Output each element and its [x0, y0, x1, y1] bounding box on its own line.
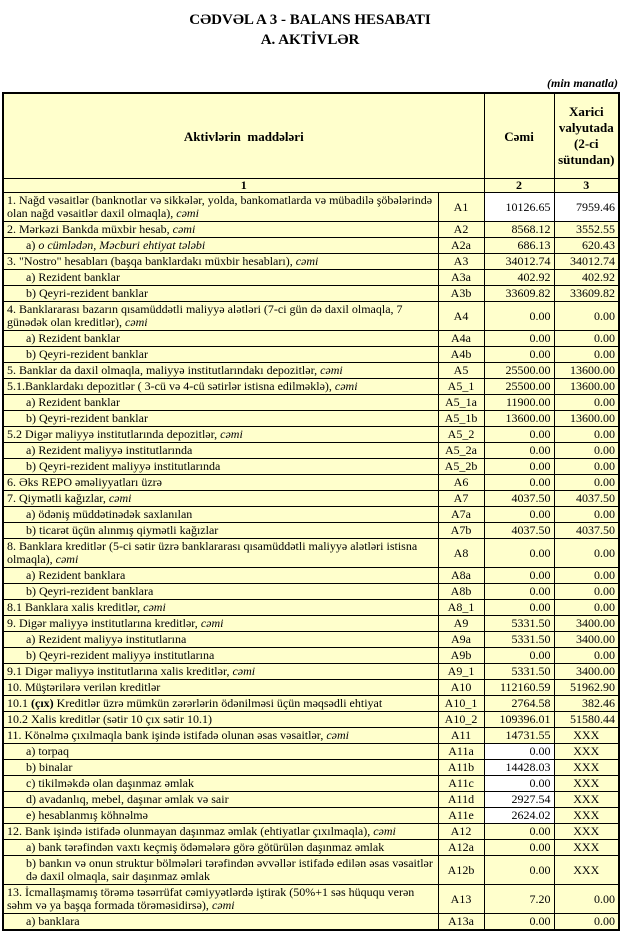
table-row	[3, 616, 619, 632]
table-row	[3, 363, 619, 379]
row-label-text: cəmi	[373, 824, 396, 838]
row-label	[3, 840, 438, 856]
row-code: A7a	[438, 507, 484, 523]
table-row	[3, 680, 619, 696]
row-label-text: 2. Mərkəzi Bankda müxbir hesab,	[7, 222, 173, 236]
table-row	[3, 744, 619, 760]
row-label-text: 8.1 Banklara xalis kreditlər,	[7, 600, 144, 614]
units-note: (min manatla)	[546, 76, 618, 90]
row-label	[3, 347, 438, 363]
row-label	[3, 379, 438, 395]
row-total-value: 0.00	[484, 507, 554, 523]
row-total-value: 10126.65	[484, 193, 554, 222]
row-label	[3, 222, 438, 238]
row-fx-value: 0.00	[554, 568, 619, 584]
row-label	[3, 475, 438, 491]
row-label-text: cəmi	[176, 206, 199, 220]
row-total-value: 11900.00	[484, 395, 554, 411]
row-code: A11d	[438, 792, 484, 808]
table-row	[3, 222, 619, 238]
table-row	[3, 632, 619, 648]
row-label-text: b) Qeyri-rezident maliyyə institutlarında	[26, 459, 221, 473]
row-total-value: 4037.50	[484, 491, 554, 507]
table-row	[3, 443, 619, 459]
page-title-line2: A. AKTİVLƏR	[260, 32, 360, 48]
row-total-value: 2764.58	[484, 696, 554, 712]
row-total-value: 0.00	[484, 744, 554, 760]
table-row	[3, 840, 619, 856]
row-label-text: cəmi	[55, 552, 79, 566]
row-label-text: b) Qeyri-rezident banklar	[26, 347, 148, 361]
row-code: A12b	[438, 856, 484, 885]
row-fx-value: 3400.00	[554, 664, 619, 680]
table-row	[3, 648, 619, 664]
row-code: A11a	[438, 744, 484, 760]
table-row	[3, 728, 619, 744]
row-label	[3, 395, 438, 411]
row-total-value: 112160.59	[484, 680, 554, 696]
table-row	[3, 824, 619, 840]
row-label-text: 4. Banklararası bazarın qısamüddətli maliyyə alətləri (7-ci gün də daxil olmaqla, 7 günədək olan kreditlər),	[7, 302, 403, 329]
row-label-text: cəmi	[211, 898, 235, 912]
row-label	[3, 302, 438, 331]
row-code: A6	[438, 475, 484, 491]
row-label-text: b) ticarət üçün alınmış qiymətli kağızlar	[26, 523, 219, 537]
row-label-text: a)	[26, 238, 39, 252]
row-total-value: 5331.50	[484, 664, 554, 680]
row-fx-value: 0.00	[554, 395, 619, 411]
table-header-row	[3, 93, 619, 179]
row-label-text: c) tikilməkdə olan daşınmaz əmlak	[26, 776, 194, 790]
row-label	[3, 254, 438, 270]
header-fx-column: Xarici valyutada (2-ci sütundan)	[554, 93, 619, 179]
table-row	[3, 808, 619, 824]
row-total-value: 0.00	[484, 584, 554, 600]
row-code: A5_1b	[438, 411, 484, 427]
row-label-text: cəmi	[143, 600, 166, 614]
table-row	[3, 523, 619, 539]
row-label	[3, 427, 438, 443]
row-label-text: a) Rezident banklar	[26, 395, 120, 409]
row-total-value: 109396.01	[484, 712, 554, 728]
row-fx-value: 0.00	[554, 539, 619, 568]
row-label-text: 9. Digər maliyyə institutlarına kreditlər,	[7, 616, 201, 630]
row-code: A13	[438, 885, 484, 914]
row-fx-value: 402.92	[554, 270, 619, 286]
row-label	[3, 664, 438, 680]
row-label-text: a) ödəniş müddətinədək saxlanılan	[26, 507, 193, 521]
row-label-text: b) Qeyri-rezident banklar	[26, 411, 148, 425]
row-label-text: Kreditlər üzrə mümkün zərərlərin ödənilməsi üçün məqsədli ehtiyat	[53, 696, 383, 710]
row-fx-value: XXX	[554, 824, 619, 840]
row-label-text: 7. Qiymətli kağızlar,	[7, 491, 109, 505]
row-label	[3, 648, 438, 664]
row-fx-value: 3400.00	[554, 616, 619, 632]
row-label	[3, 363, 438, 379]
row-fx-value: XXX	[554, 808, 619, 824]
table-body	[3, 193, 619, 931]
row-fx-value: 0.00	[554, 584, 619, 600]
row-code: A5_1a	[438, 395, 484, 411]
table-row	[3, 238, 619, 254]
row-code: A11	[438, 728, 484, 744]
row-label	[3, 914, 438, 931]
row-label	[3, 776, 438, 792]
table-row	[3, 270, 619, 286]
row-total-value: 0.00	[484, 824, 554, 840]
row-total-value: 5331.50	[484, 632, 554, 648]
row-total-value: 0.00	[484, 568, 554, 584]
row-code: A7b	[438, 523, 484, 539]
row-label	[3, 331, 438, 347]
table-row	[3, 427, 619, 443]
row-total-value: 4037.50	[484, 523, 554, 539]
row-code: A5_2a	[438, 443, 484, 459]
row-total-value: 5331.50	[484, 616, 554, 632]
table-row	[3, 507, 619, 523]
row-label-text: cəmi	[220, 427, 243, 441]
row-label-text: 10. Müştərilərə verilən kreditlər	[7, 680, 161, 694]
row-fx-value: 0.00	[554, 302, 619, 331]
table-row	[3, 491, 619, 507]
row-code: A7	[438, 491, 484, 507]
table-row	[3, 193, 619, 222]
row-label	[3, 584, 438, 600]
row-label-text: 10.1	[7, 696, 31, 710]
row-fx-value: 0.00	[554, 347, 619, 363]
row-label	[3, 286, 438, 302]
row-code: A5	[438, 363, 484, 379]
row-total-value: 686.13	[484, 238, 554, 254]
row-label	[3, 792, 438, 808]
row-total-value: 14731.55	[484, 728, 554, 744]
row-label	[3, 600, 438, 616]
row-total-value: 25500.00	[484, 363, 554, 379]
row-fx-value: 4037.50	[554, 523, 619, 539]
row-total-value: 0.00	[484, 600, 554, 616]
table-row	[3, 347, 619, 363]
column-number-3: 3	[554, 179, 619, 193]
row-code: A9b	[438, 648, 484, 664]
header-total-column: Cəmi	[484, 93, 554, 179]
table-row	[3, 395, 619, 411]
row-label	[3, 491, 438, 507]
row-label	[3, 885, 438, 914]
row-total-value: 0.00	[484, 856, 554, 885]
row-code: A3a	[438, 270, 484, 286]
row-fx-value: 0.00	[554, 885, 619, 914]
row-code: A11c	[438, 776, 484, 792]
row-label-text: cəmi	[334, 379, 358, 393]
row-code: A8b	[438, 584, 484, 600]
table-row	[3, 600, 619, 616]
row-label-text: 3. "Nostro" hesabları (başqa banklardakı müxbir hesabları),	[7, 254, 296, 268]
table-row	[3, 302, 619, 331]
row-label-text: cəmi	[232, 664, 256, 678]
row-label-text: cəmi	[172, 222, 196, 236]
row-label-text: (çıx)	[31, 696, 54, 710]
row-label-text: a) Rezident banklar	[26, 331, 120, 345]
row-fx-value: 0.00	[554, 427, 619, 443]
table-row	[3, 286, 619, 302]
table-row	[3, 914, 619, 931]
row-label-text: cəmi	[200, 616, 224, 630]
row-label	[3, 193, 438, 222]
row-label	[3, 728, 438, 744]
row-total-value: 0.00	[484, 914, 554, 931]
row-label-text: a) Rezident maliyyə institutlarına	[26, 632, 187, 646]
row-label-text: cəmi	[295, 254, 319, 268]
row-code: A10_2	[438, 712, 484, 728]
row-total-value: 2927.54	[484, 792, 554, 808]
row-fx-value: 4037.50	[554, 491, 619, 507]
row-total-value: 0.00	[484, 648, 554, 664]
row-label	[3, 411, 438, 427]
row-fx-value: 0.00	[554, 459, 619, 475]
row-fx-value: XXX	[554, 728, 619, 744]
row-label-text: 6. Əks REPO əməliyyatları üzrə	[7, 475, 162, 489]
table-row	[3, 885, 619, 914]
row-label	[3, 238, 438, 254]
row-fx-value: 382.46	[554, 696, 619, 712]
row-total-value: 0.00	[484, 331, 554, 347]
row-total-value: 0.00	[484, 475, 554, 491]
page-title	[0, 10, 620, 50]
row-code: A13a	[438, 914, 484, 931]
row-code: A3b	[438, 286, 484, 302]
table-row	[3, 459, 619, 475]
row-fx-value: 0.00	[554, 443, 619, 459]
row-fx-value: 34012.74	[554, 254, 619, 270]
row-label-text: 10.2 Xalis kreditlər (sətir 10 çıx sətir 10.1)	[7, 712, 212, 726]
row-label-text: 1. Nağd vəsaitlər (banknotlar və sikkələr, yolda, bankomatlarda və mübadilə şöbələrində olan nağd vəsaitlər daxil olmaqla),	[7, 193, 433, 220]
row-fx-value: 13600.00	[554, 411, 619, 427]
row-label	[3, 712, 438, 728]
table-row	[3, 792, 619, 808]
table-row	[3, 712, 619, 728]
table-row	[3, 411, 619, 427]
row-label-text: cəmi	[320, 363, 343, 377]
table-row	[3, 584, 619, 600]
row-total-value: 0.00	[484, 776, 554, 792]
row-code: A5_2	[438, 427, 484, 443]
row-code: A5_1	[438, 379, 484, 395]
row-label	[3, 616, 438, 632]
row-fx-value: 0.00	[554, 648, 619, 664]
row-total-value: 13600.00	[484, 411, 554, 427]
column-number-1: 1	[3, 179, 484, 193]
row-fx-value: 620.43	[554, 238, 619, 254]
row-code: A9_1	[438, 664, 484, 680]
row-label-text: 8. Banklara kreditlər (5-ci sətir üzrə banklararası qısamüddətli maliyyə alətləri istisna olmaqla),	[7, 539, 418, 566]
row-fx-value: 0.00	[554, 914, 619, 931]
row-label-text: 5. Banklar da daxil olmaqla, maliyyə institutlarındakı depozitlər,	[7, 363, 321, 377]
row-label-text: 13. İcmallaşmamış törəmə təsərrüfat cəmiyyətlərdə iştirak (50%+1 səs hüququ verən səhm və ya başqa formada törəməsidirsə),	[7, 885, 415, 912]
row-fx-value: 0.00	[554, 475, 619, 491]
row-label	[3, 443, 438, 459]
row-label-text: 5.1.Banklardakı depozitlər ( 3-cü və 4-cü sətirlər istisna edilməklə),	[7, 379, 335, 393]
page-title-line1: CƏDVƏL A 3 - BALANS HESABATI	[189, 12, 431, 28]
row-code: A5_2b	[438, 459, 484, 475]
table-row	[3, 696, 619, 712]
row-label	[3, 507, 438, 523]
row-label	[3, 856, 438, 885]
table-row	[3, 379, 619, 395]
row-fx-value: XXX	[554, 792, 619, 808]
row-code: A2a	[438, 238, 484, 254]
header-items-column: Aktivlərin maddələri	[3, 93, 484, 179]
row-fx-value: 33609.82	[554, 286, 619, 302]
row-total-value: 2624.02	[484, 808, 554, 824]
row-total-value: 34012.74	[484, 254, 554, 270]
table-row	[3, 331, 619, 347]
row-code: A4a	[438, 331, 484, 347]
row-code: A11b	[438, 760, 484, 776]
row-label-text: b) bankın və onun struktur bölmələri tərəfindən əvvəllər istifadə edilən əsas vəsaitlər də daxil olmaqla, sair daşınmaz əmlak	[26, 856, 433, 883]
row-fx-value: 13600.00	[554, 379, 619, 395]
row-label	[3, 523, 438, 539]
row-label	[3, 824, 438, 840]
row-label-text: a) banklara	[26, 914, 80, 928]
row-code: A3	[438, 254, 484, 270]
row-code: A1	[438, 193, 484, 222]
row-total-value: 402.92	[484, 270, 554, 286]
row-label-text: a) bank tərəfindən vaxtı keçmiş ödəmələrə görə götürülən daşınmaz əmlak	[26, 840, 385, 854]
row-label-text: a) torpaq	[26, 744, 69, 758]
row-code: A8	[438, 539, 484, 568]
row-total-value: 0.00	[484, 459, 554, 475]
row-fx-value: 51962.90	[554, 680, 619, 696]
row-code: A12a	[438, 840, 484, 856]
row-label-text: 12. Bank işində istifadə olunmayan daşınmaz əmlak (ehtiyatlar çıxılmaqla),	[7, 824, 374, 838]
row-code: A10	[438, 680, 484, 696]
row-label-text: b) Qeyri-rezident banklara	[26, 584, 154, 598]
row-label-text: cəmi	[124, 315, 148, 329]
balance-sheet-table	[2, 92, 620, 931]
row-label	[3, 459, 438, 475]
table-row	[3, 254, 619, 270]
column-number-row	[3, 179, 619, 193]
row-label	[3, 760, 438, 776]
row-fx-value: 3552.55	[554, 222, 619, 238]
column-number-2: 2	[484, 179, 554, 193]
row-label-text: b) binalar	[26, 760, 73, 774]
row-fx-value: 3400.00	[554, 632, 619, 648]
row-fx-value: 0.00	[554, 507, 619, 523]
row-total-value: 14428.03	[484, 760, 554, 776]
row-label	[3, 539, 438, 568]
row-fx-value: XXX	[554, 856, 619, 885]
table-row	[3, 760, 619, 776]
row-total-value: 25500.00	[484, 379, 554, 395]
row-code: A12	[438, 824, 484, 840]
row-code: A9a	[438, 632, 484, 648]
row-label-text: cəmi	[108, 491, 132, 505]
row-label-text: o cümlədən, Məcburi ehtiyat tələbi	[38, 238, 206, 252]
row-label-text: d) avadanlıq, mebel, daşınar əmlak və sair	[26, 792, 229, 806]
row-label-text: a) Rezident maliyyə institutlarında	[26, 443, 193, 457]
row-label	[3, 808, 438, 824]
table-row	[3, 856, 619, 885]
row-label-text: a) Rezident banklara	[26, 568, 126, 582]
row-code: A2	[438, 222, 484, 238]
row-total-value: 0.00	[484, 302, 554, 331]
row-fx-value: XXX	[554, 776, 619, 792]
row-label-text: b) Qeyri-rezident maliyyə institutlarına	[26, 648, 215, 662]
row-total-value: 8568.12	[484, 222, 554, 238]
row-label	[3, 696, 438, 712]
row-label-text: 5.2 Digər maliyyə institutlarında depozitlər,	[7, 427, 221, 441]
row-label	[3, 632, 438, 648]
row-fx-value: XXX	[554, 744, 619, 760]
row-label-text: cəmi	[326, 728, 349, 742]
row-label	[3, 680, 438, 696]
row-code: A8_1	[438, 600, 484, 616]
row-label	[3, 744, 438, 760]
row-code: A9	[438, 616, 484, 632]
row-fx-value: XXX	[554, 840, 619, 856]
row-label-text: e) hesablanmış köhnəlmə	[26, 808, 148, 822]
row-fx-value: 0.00	[554, 600, 619, 616]
row-code: A10_1	[438, 696, 484, 712]
row-fx-value: XXX	[554, 760, 619, 776]
row-fx-value: 13600.00	[554, 363, 619, 379]
row-label	[3, 270, 438, 286]
row-total-value: 0.00	[484, 347, 554, 363]
row-fx-value: 0.00	[554, 331, 619, 347]
row-total-value: 33609.82	[484, 286, 554, 302]
row-code: A4	[438, 302, 484, 331]
table-row	[3, 776, 619, 792]
row-code: A8a	[438, 568, 484, 584]
row-total-value: 0.00	[484, 840, 554, 856]
row-fx-value: 51580.44	[554, 712, 619, 728]
row-label-text: a) Rezident banklar	[26, 270, 120, 284]
table-row	[3, 539, 619, 568]
table-row	[3, 568, 619, 584]
row-total-value: 0.00	[484, 539, 554, 568]
row-label-text: 11. Könəlmə çıxılmaqla bank işində istifadə olunan əsas vəsaitlər,	[7, 728, 327, 742]
table-row	[3, 475, 619, 491]
row-code: A4b	[438, 347, 484, 363]
row-total-value: 0.00	[484, 443, 554, 459]
row-label-text: 9.1 Digər maliyyə institutlarına xalis kreditlər,	[7, 664, 233, 678]
row-fx-value: 7959.46	[554, 193, 619, 222]
row-label-text: b) Qeyri-rezident banklar	[26, 286, 148, 300]
row-total-value: 7.20	[484, 885, 554, 914]
row-total-value: 0.00	[484, 427, 554, 443]
table-row	[3, 664, 619, 680]
row-code: A11e	[438, 808, 484, 824]
row-label	[3, 568, 438, 584]
